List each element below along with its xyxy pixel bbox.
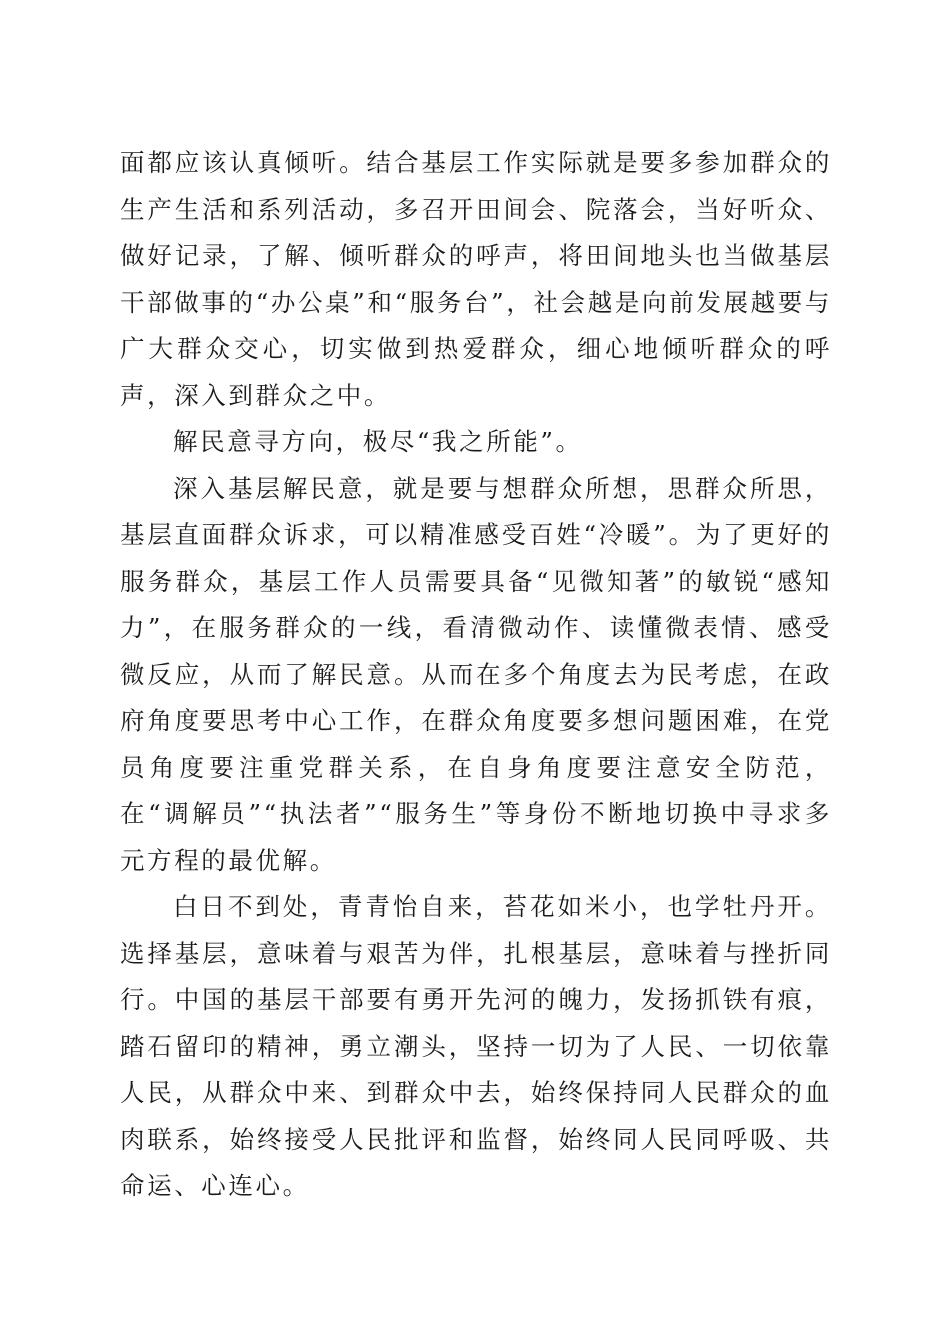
paragraph-subheading: 解民意寻方向，极尽“我之所能”。	[173, 427, 583, 456]
paragraph-continuation: 面都应该认真倾听。结合基层工作实际就是要多参加群众的生产生活和系列活动，多召开田间会、院落会，当好听众、做好记录，了解、倾听群众的呼声，将田间地头也当做基层干部做事的“办公桌”和“服务台”，社会越是向前发展越要与广大群众交心，切实做到热爱群众，细心地倾听群众的呼声，深入到群众之中。	[120, 148, 832, 410]
paragraph-body: 深入基层解民意，就是要与想群众所想，思群众所思，基层直面群众诉求，可以精准感受百姓“冷暖”。为了更好的服务群众，基层工作人员需要具备“见微知著”的敏锐“感知力”，在服务群众的一线，看清微动作、读懂微表情、感受微反应，从而了解民意。从而在多个角度去为民考虑，在政府角度要思考中心工作，在群众角度要多想问题困难，在党员角度要注重党群关系，在自身角度要注意安全防范，在“调解员”“执法者”“服务生”等身份不断地切换中寻求多元方程的最优解。	[120, 473, 832, 875]
paragraph-conclusion: 白日不到处，青青怡自来，苔花如米小，也学牡丹开。选择基层，意味着与艰苦为伴，扎根基层，意味着与挫折同行。中国的基层干部要有勇开先河的魄力，发扬抓铁有痕，踏石留印的精神，勇立潮头，坚持一切为了人民、一切依靠人民，从群众中来、到群众中去，始终保持同人民群众的血肉联系，始终接受人民批评和监督，始终同人民同呼吸、共命运、心连心。	[120, 892, 832, 1200]
document-body	[120, 140, 832, 1210]
